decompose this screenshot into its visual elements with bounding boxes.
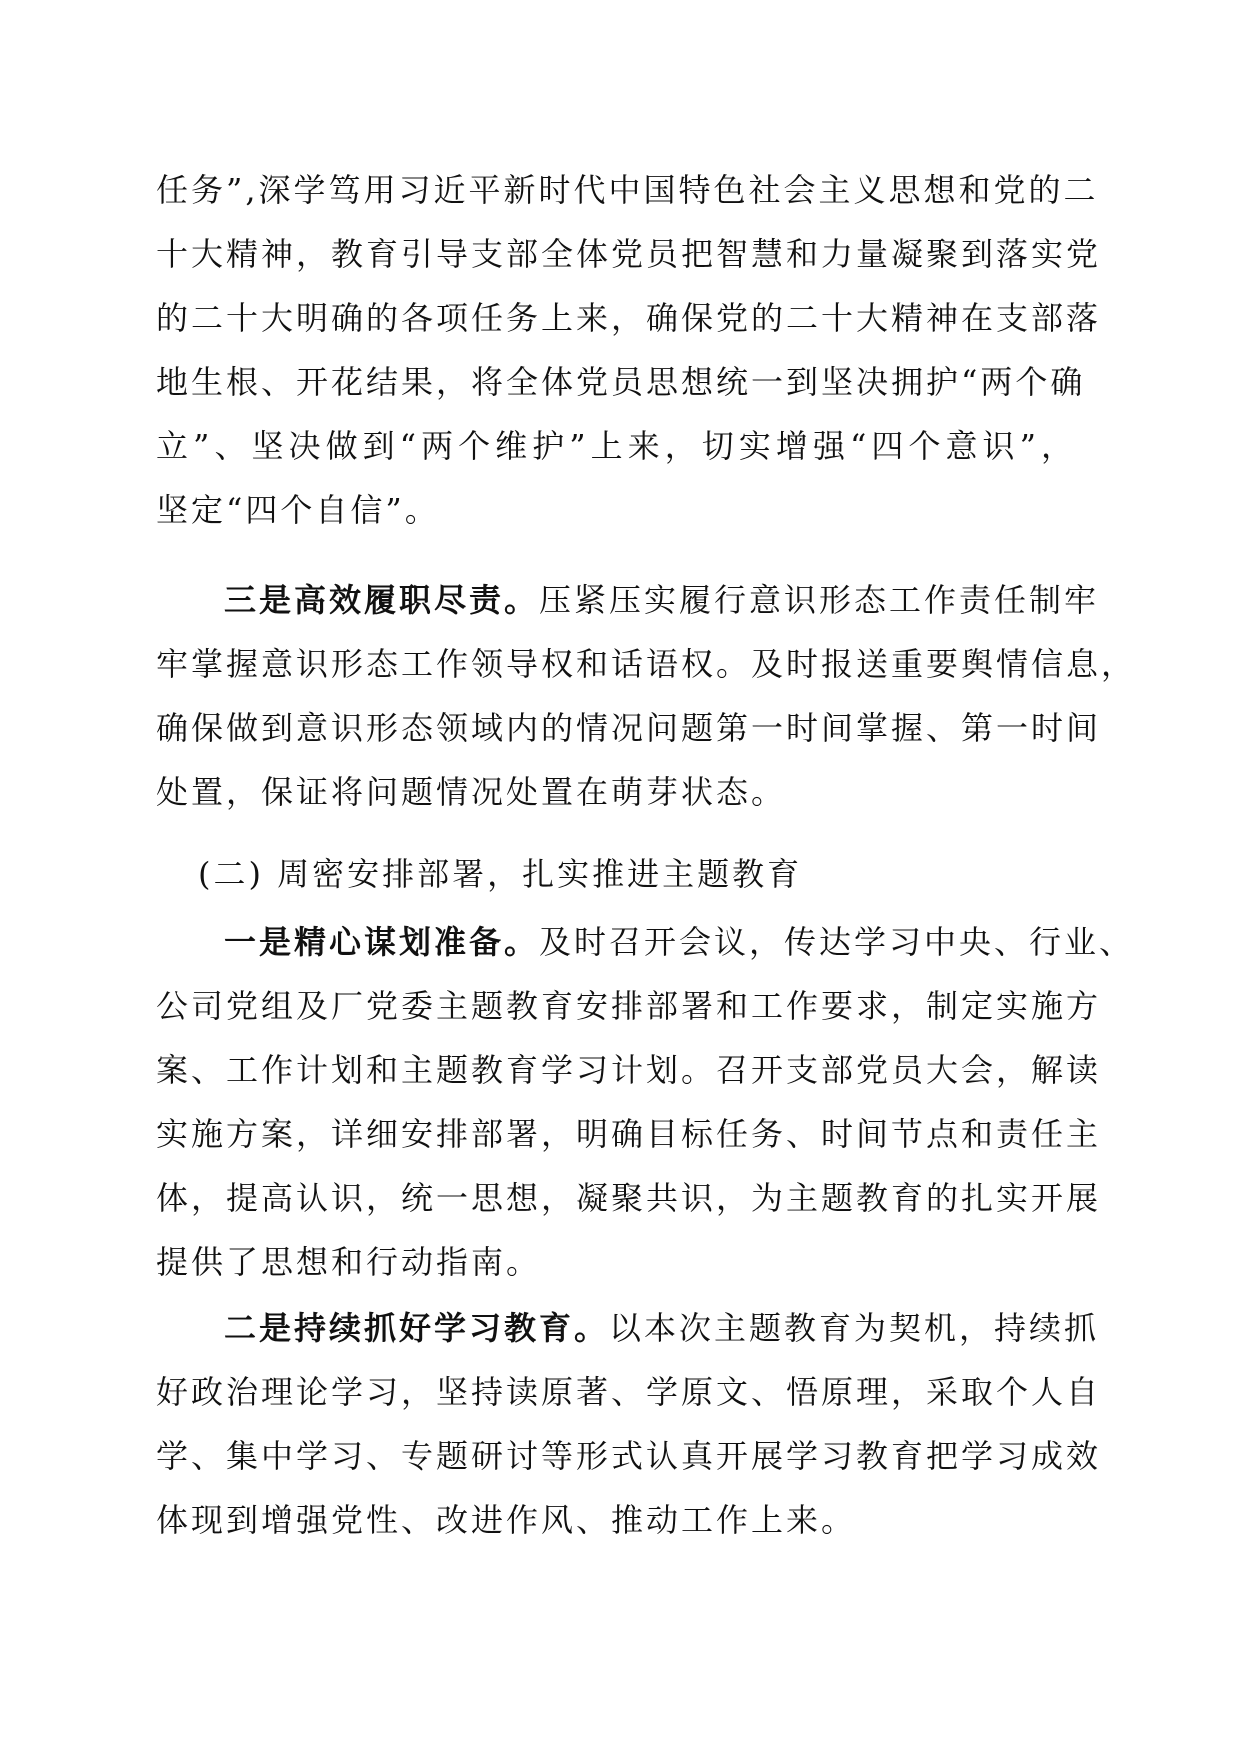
paragraph-line: 案、工作计划和主题教育学习计划。召开支部党员大会，解读 [156,1051,1102,1089]
paragraph-lead: 三是高效履职尽责。 [224,581,540,619]
paragraph-line: 牢掌握意识形态工作领导权和话语权。及时报送重要舆情信息， [156,645,1137,683]
paragraph-line: 公司党组及厂党委主题教育安排部署和工作要求，制定实施方 [156,987,1102,1025]
paragraph-line: 地生根、开花结果，将全体党员思想统一到坚决拥护“两个确 [156,363,1086,401]
paragraph-line: 处置，保证将问题情况处置在萌芽状态。 [156,773,787,811]
section-heading-block [156,842,1076,906]
paragraph-line: 好政治理论学习，坚持读原著、学原文、悟原理，采取个人自 [156,1373,1102,1411]
paragraph-line: 体，提高认识，统一思想，凝聚共识，为主题教育的扎实开展 [156,1179,1102,1217]
paragraph-line: 实施方案，详细安排部署，明确目标任务、时间节点和责任主 [156,1115,1102,1153]
paragraph-first-line [156,568,1100,632]
section-heading: (二) 周密安排部署，扎实推进主题教育 [198,855,803,893]
paragraph-careful-planning [156,910,1135,1294]
paragraph-continuation [156,158,1102,542]
paragraph-line: 确保做到意识形态领域内的情况问题第一时间掌握、第一时间 [156,709,1102,747]
paragraph-lead: 一是精心谋划准备。 [224,923,540,961]
paragraph-first-line [156,1296,1100,1360]
paragraph-line: 学、集中学习、专题研讨等形式认真开展学习教育把学习成效 [156,1437,1102,1475]
paragraph-first-line-text: 压紧压实履行意识形态工作责任制牢 [539,581,1100,619]
paragraph-line: 的二十大明确的各项任务上来，确保党的二十大精神在支部落 [156,299,1102,337]
paragraph-first-line [156,910,1135,974]
paragraph-line: 体现到增强党性、改进作风、推动工作上来。 [156,1501,857,1539]
paragraph-line: 提供了思想和行动指南。 [156,1243,542,1281]
paragraph-line: 立”、坚决做到“两个维护”上来，切实增强“四个意识”， [156,427,1076,465]
paragraph-first-line-text: 及时召开会议，传达学习中央、行业、 [539,923,1135,961]
paragraph-first-line-text: 以本次主题教育为契机，持续抓 [609,1309,1100,1347]
paragraph-line: 坚定“四个自信”。 [156,491,440,529]
paragraph-line: 十大精神，教育引导支部全体党员把智慧和力量凝聚到落实党 [156,235,1102,273]
paragraph-efficient-duty [156,568,1137,824]
paragraph-lead: 二是持续抓好学习教育。 [224,1309,610,1347]
paragraph-continuous-study [156,1296,1102,1552]
paragraph-line: 任务”,深学笃用习近平新时代中国特色社会主义思想和党的二 [156,171,1099,209]
